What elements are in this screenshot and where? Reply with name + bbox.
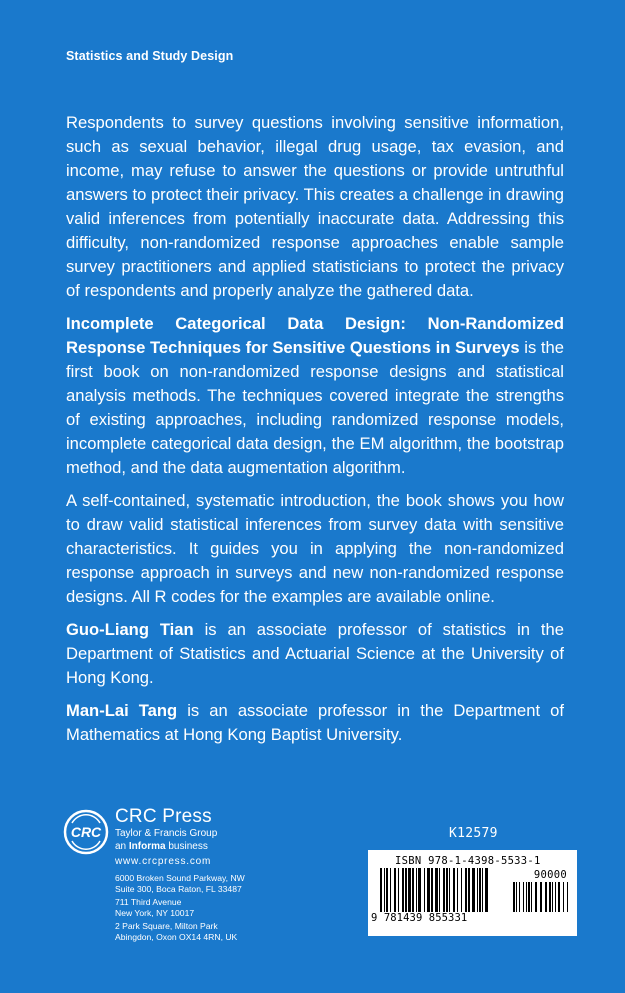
barcode-bar — [386, 868, 388, 912]
barcode-bar — [408, 868, 411, 912]
barcode-bar — [479, 868, 481, 912]
barcode-bar — [485, 868, 488, 912]
barcode-bar — [398, 868, 399, 912]
barcode-bar — [439, 868, 440, 912]
author1-bio: is an associate professor of statistics in the Department of Statistics and Actuarial Science at the University of Hong Kong. — [66, 620, 565, 687]
address-line: Abingdon, Oxon OX14 4RN, UK — [115, 931, 238, 942]
address-line: 6000 Broken Sound Parkway, NW — [115, 873, 245, 883]
barcode-bar — [558, 882, 560, 912]
address-line: New York, NY 10017 — [115, 907, 195, 918]
barcode-bar — [549, 882, 551, 912]
informa-line — [115, 841, 208, 852]
author2-name: Man-Lai Tang — [66, 701, 178, 720]
barcode-bar — [424, 868, 425, 912]
informa-suffix: business — [165, 841, 208, 852]
barcode-bar — [435, 868, 438, 912]
barcode-bar — [427, 868, 430, 912]
barcode-bar — [531, 882, 532, 912]
barcode-bar — [528, 882, 530, 912]
publisher-website: www.crcpress.com — [115, 856, 212, 867]
isbn-label: ISBN 978-1-4398-5533-1 — [395, 855, 541, 867]
author2-paragraph — [66, 699, 564, 747]
barcode-bar — [431, 868, 433, 912]
barcode-bar — [380, 868, 382, 912]
informa-brand: Informa — [128, 841, 166, 852]
barcode-bar — [472, 868, 475, 912]
barcode-bar — [545, 882, 547, 912]
barcode-bar — [457, 868, 458, 912]
barcode-panel — [368, 850, 577, 936]
author1-name: Guo-Liang Tian — [66, 620, 194, 639]
crc-logo-text: CRC — [70, 824, 102, 840]
barcode-bar — [523, 882, 524, 912]
barcode-bar — [477, 868, 478, 912]
barcode-bar — [482, 868, 483, 912]
publisher-group: Taylor & Francis Group — [115, 828, 218, 839]
barcode-bar — [384, 868, 385, 912]
address-oxon — [115, 921, 237, 942]
barcode-bar — [443, 868, 445, 912]
barcode-bar — [513, 882, 515, 912]
barcode-bar — [519, 882, 520, 912]
description — [66, 111, 564, 756]
barcode-bar — [449, 868, 450, 912]
book-paragraph-text: is the first book on non-randomized response designs and statistical analysis methods. The techniques covered integrate the strengths of existing approaches, including randomized response models, incomplete categorical data design, the EM algorithm, the bootstrap method, and the data augmentation algorithm. — [66, 338, 564, 477]
intro-paragraph: Respondents to survey questions involving sensitive information, such as sexual behavior, illegal drug usage, tax evasion, and income, may refuse to answer the questions or provide untruthful answers to protect their privacy. This creates a challenge in drawing valid inferences from potentially inaccurate data. Addressing this difficulty, non-randomized response approaches enable sample survey practitioners and applied statisticians to protect the privacy of respondents and properly analyze the gathered data. — [66, 113, 564, 300]
address-line: 711 Third Avenue — [115, 897, 182, 907]
publisher-block — [63, 806, 323, 966]
barcode-bar — [418, 868, 421, 912]
address-line: Suite 300, Boca Raton, FL 33487 — [115, 883, 242, 894]
barcode-bar — [465, 868, 467, 912]
barcode-bar — [526, 882, 527, 912]
barcode-bar — [535, 882, 537, 912]
catalog-code: K12579 — [449, 826, 498, 841]
barcode-digits: 9 781439 855331 — [371, 912, 468, 924]
barcode-bar — [563, 882, 564, 912]
barcode-bar — [552, 882, 553, 912]
address-boca-raton — [115, 873, 245, 894]
address-line: 2 Park Square, Milton Park — [115, 921, 218, 931]
informa-prefix: an — [115, 841, 129, 852]
barcode-bar — [567, 882, 568, 912]
publisher-name: CRC Press — [115, 806, 212, 827]
crc-logo-icon — [63, 809, 109, 855]
barcode-bar — [540, 882, 542, 912]
barcode-bar — [405, 868, 407, 912]
barcode-bar — [390, 868, 391, 912]
barcode-bar — [555, 882, 556, 912]
barcode-bar — [446, 868, 448, 912]
barcode-bar — [416, 868, 417, 912]
book-paragraph — [66, 312, 564, 480]
series-title: Statistics and Study Design — [66, 49, 234, 63]
barcode-bar — [453, 868, 455, 912]
barcode-bar — [468, 868, 470, 912]
barcode-bar — [402, 868, 404, 912]
address-new-york — [115, 897, 194, 918]
features-paragraph: A self-contained, systematic introduction, the book shows you how to draw valid statistical inferences from survey data with sensitive characteristics. It guides you in applying the non-randomized response approach in surveys and new non-randomized response designs. All R codes for the examples are available online. — [66, 491, 564, 606]
barcode-bar — [412, 868, 414, 912]
barcode-bar — [394, 868, 396, 912]
barcode-bar — [461, 868, 462, 912]
author2-bio: is an associate professor in the Department of Mathematics at Hong Kong Baptist University. — [66, 701, 564, 744]
price-code: 90000 — [533, 869, 567, 881]
author1-paragraph — [66, 618, 564, 690]
book-title: Incomplete Categorical Data Design: Non-Randomized Response Techniques for Sensitive Questions in Surveys — [66, 314, 564, 357]
barcode-bar — [516, 882, 517, 912]
